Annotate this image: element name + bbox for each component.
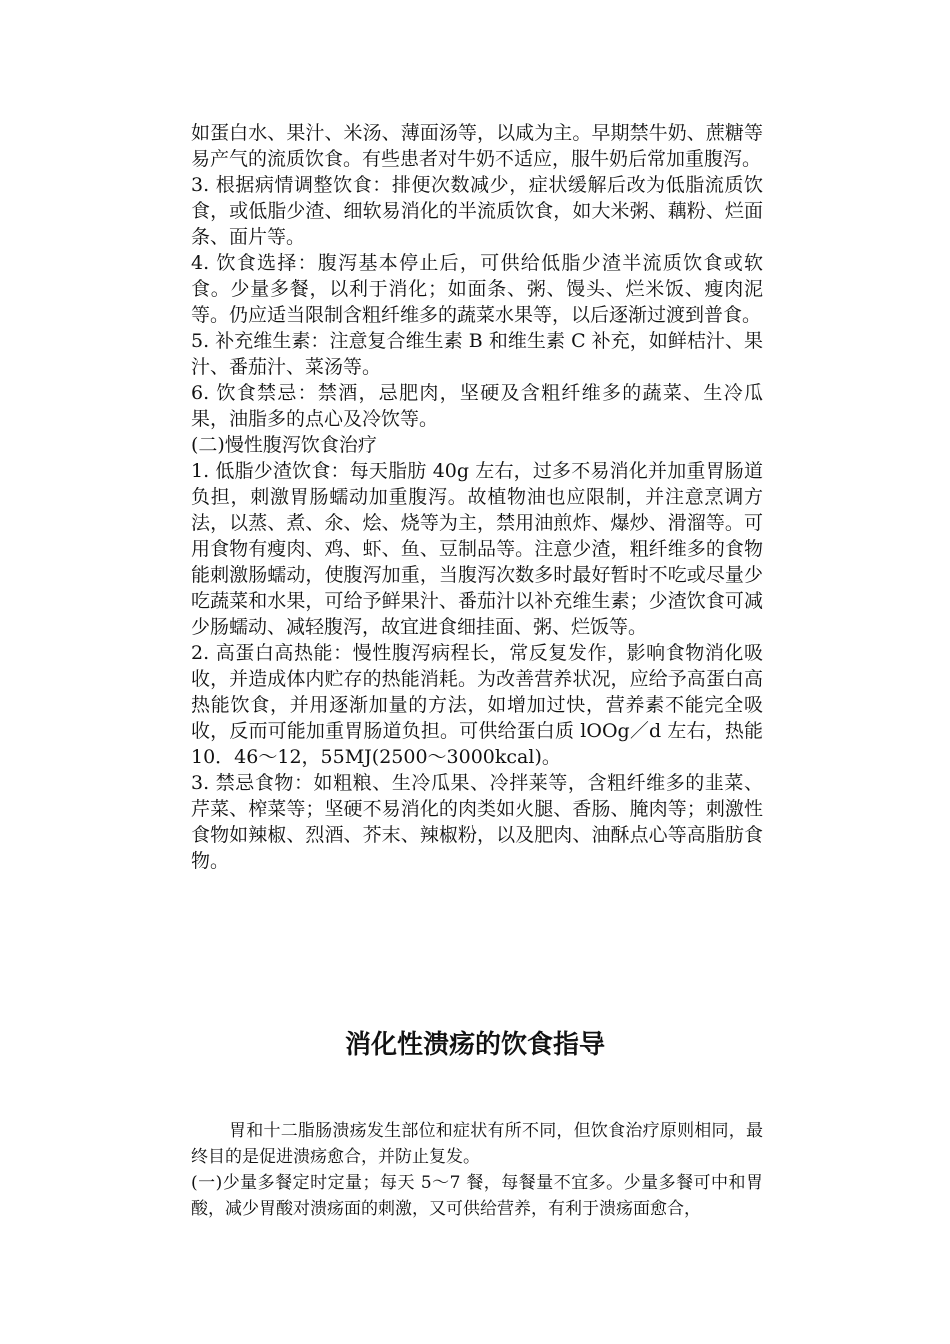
ulcer-diet-section	[191, 1118, 763, 1222]
subheading-chronic-diarrhea: (二)慢性腹泻饮食治疗	[191, 434, 377, 456]
page-title: 消化性溃疡的饮食指导	[344, 1030, 605, 1060]
paragraph-high-protein: 2. 高蛋白高热能：慢性腹泻病程长，常反复发作，影响食物消化吸收，并造成体内贮存的热能消耗。为改善营养状况，应给予高蛋白高热能饮食，并用逐渐加量的方法，如增加过快，营养素不能完全吸收，反而可能加重胃肠道负担。可供给蛋白质 lOOg／d 左右，热能 10．46～12，55MJ(2500～3000kcal)。	[191, 642, 763, 768]
paragraph-ulcer-intro: 胃和十二脂肠溃疡发生部位和症状有所不同，但饮食治疗原则相同，最终目的是促进溃疡愈合，并防止复发。	[191, 1121, 763, 1167]
diarrhea-diet-section	[191, 120, 763, 874]
paragraph-adjust-diet: 3. 根据病情调整饮食：排便次数减少，症状缓解后改为低脂流质饮食，或低脂少渣、细软易消化的半流质饮食，如大米粥、藕粉、烂面条、面片等。	[191, 174, 763, 248]
paragraph-small-meals: (一)少量多餐定时定量；每天 5～7 餐，每餐量不宜多。少量多餐可中和胃酸，减少胃酸对溃疡面的刺激，又可供给营养，有利于溃疡面愈合，	[191, 1173, 763, 1219]
paragraph-low-fat: 1. 低脂少渣饮食：每天脂肪 40g 左右，过多不易消化并加重胃肠道负担，刺激胃肠蠕动加重腹泻。故植物油也应限制，并注意烹调方法，以蒸、煮、氽、烩、烧等为主，禁用油煎炸、爆炒、滑溜等。可用食物有瘦肉、鸡、虾、鱼、豆制品等。注意少渣，粗纤维多的食物能刺激肠蠕动，使腹泻加重，当腹泻次数多时最好暂时不吃或尽量少吃蔬菜和水果，可给予鲜果汁、番茄汁以补充维生素；少渣饮食可减少肠蠕动、减轻腹泻，故宜进食细挂面、粥、烂饭等。	[191, 460, 763, 638]
paragraph-forbidden-foods: 3. 禁忌食物：如粗粮、生冷瓜果、冷拌莱等，含粗纤维多的韭菜、芹菜、榨菜等；坚硬不易消化的肉类如火腿、香肠、腌肉等；刺激性食物如辣椒、烈酒、芥末、辣椒粉，以及肥肉、油酥点心等高脂肪食物。	[191, 772, 763, 872]
paragraph-food-selection: 4. 饮食选择：腹泻基本停止后，可供给低脂少渣半流质饮食或软食。少量多餐，以利于消化；如面条、粥、馒头、烂米饭、瘦肉泥等。仍应适当限制含粗纤维多的蔬菜水果等，以后逐渐过渡到普食。	[191, 252, 763, 326]
paragraph-liquid-diet: 如蛋白水、果汁、米汤、薄面汤等，以咸为主。早期禁牛奶、蔗糖等易产气的流质饮食。有些患者对牛奶不适应，服牛奶后常加重腹泻。	[191, 122, 763, 170]
paragraph-taboos: 6. 饮食禁忌：禁酒，忌肥肉，坚硬及含粗纤维多的蔬菜、生冷瓜果，油脂多的点心及冷饮等。	[191, 382, 763, 430]
paragraph-vitamins: 5. 补充维生素：注意复合维生素 B 和维生素 C 补充，如鲜桔汁、果汁、番茄汁、菜汤等。	[191, 330, 763, 378]
